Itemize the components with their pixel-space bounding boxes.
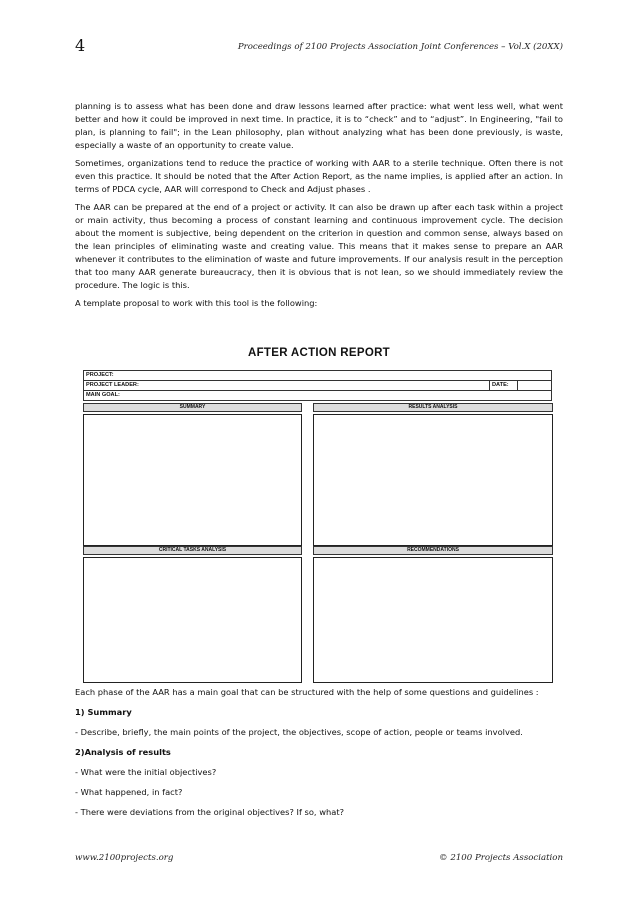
guidelines-text (75, 686, 563, 826)
aar-template (75, 345, 563, 683)
section-heading: 1) Summary (75, 707, 132, 717)
summary-panel (83, 403, 302, 546)
critical-panel (83, 546, 302, 683)
guidelines-intro: Each phase of the AAR has a main goal that can be structured with the help of some questions and guidelines : (75, 687, 539, 697)
summary-heading: SUMMARY (83, 403, 302, 412)
goal-row (84, 391, 551, 401)
leader-label: PROJECT LEADER: (86, 382, 139, 388)
leader-row (84, 381, 551, 391)
critical-heading: CRITICAL TASKS ANALYSIS (83, 546, 302, 555)
recommendations-box (313, 557, 553, 683)
page-footer (75, 853, 563, 867)
summary-box (83, 414, 302, 546)
paragraph: The AAR can be prepared at the end of a project or activity. It can also be drawn up after each task within a project or main activity, thus becoming a process of constant learning and continuous improvement cycle. The decision about the moment is subjective, being dependent on the criterion in question and common sense, always based on the lean principles of eliminating waste and creating value. This means that it makes sense to prepare an AAR whenever it contributes to the elimination of waste and future improvements. If our analysis result in the perception that too many AAR generate bureaucracy, then it is obvious that is not lean, so we should immediately review the procedure. The logic is this. (75, 202, 563, 290)
footer-copyright: © 2100 Projects Association (439, 853, 563, 863)
results-box (313, 414, 553, 546)
list-item: - What happened, in fact? (75, 787, 183, 797)
list-item: - Describe, briefly, the main points of the project, the objectives, scope of action, people or teams involved. (75, 727, 523, 737)
body-text (75, 100, 563, 315)
date-field (517, 381, 551, 390)
section-heading: 2)Analysis of results (75, 747, 171, 757)
list-item: - What were the initial objectives? (75, 767, 217, 777)
results-heading: RESULTS ANALYSIS (313, 403, 553, 412)
critical-box (83, 557, 302, 683)
paragraph: A template proposal to work with this tool is the following: (75, 298, 318, 308)
running-head: Proceedings of 2100 Projects Association Joint Conferences – Vol.X (20XX) (237, 42, 563, 52)
report-header-rows (83, 370, 552, 401)
page-header (75, 36, 563, 60)
page-number: 4 (75, 36, 86, 55)
project-label: PROJECT: (86, 372, 114, 378)
goal-label: MAIN GOAL: (86, 392, 120, 398)
date-label: DATE: (489, 381, 517, 390)
recommendations-heading: RECOMMENDATIONS (313, 546, 553, 555)
project-row (84, 371, 551, 381)
results-panel (313, 403, 553, 546)
paragraph: Sometimes, organizations tend to reduce the practice of working with AAR to a sterile technique. Often there is not even this practice. It should be noted that the After Action Report, as the name implies, is applied after an action. In terms of PDCA cycle, AAR will correspond to Check and Adjust phases . (75, 158, 563, 194)
list-item: - There were deviations from the original objectives? If so, what? (75, 807, 344, 817)
footer-website: www.2100projects.org (75, 853, 174, 863)
paragraph: planning is to assess what has been done and draw lessons learned after practice: what went less well, what went better and how it could be improved in next time. In practice, it is to “check” and to “adjust”. In Engineering, "fail to plan, is planning to fail"; in the Lean philosophy, plan without analyzing what has been done previously, is waste, especially a waste of an opportunity to create value. (75, 101, 563, 150)
recommendations-panel (313, 546, 553, 683)
report-title: AFTER ACTION REPORT (248, 347, 390, 359)
